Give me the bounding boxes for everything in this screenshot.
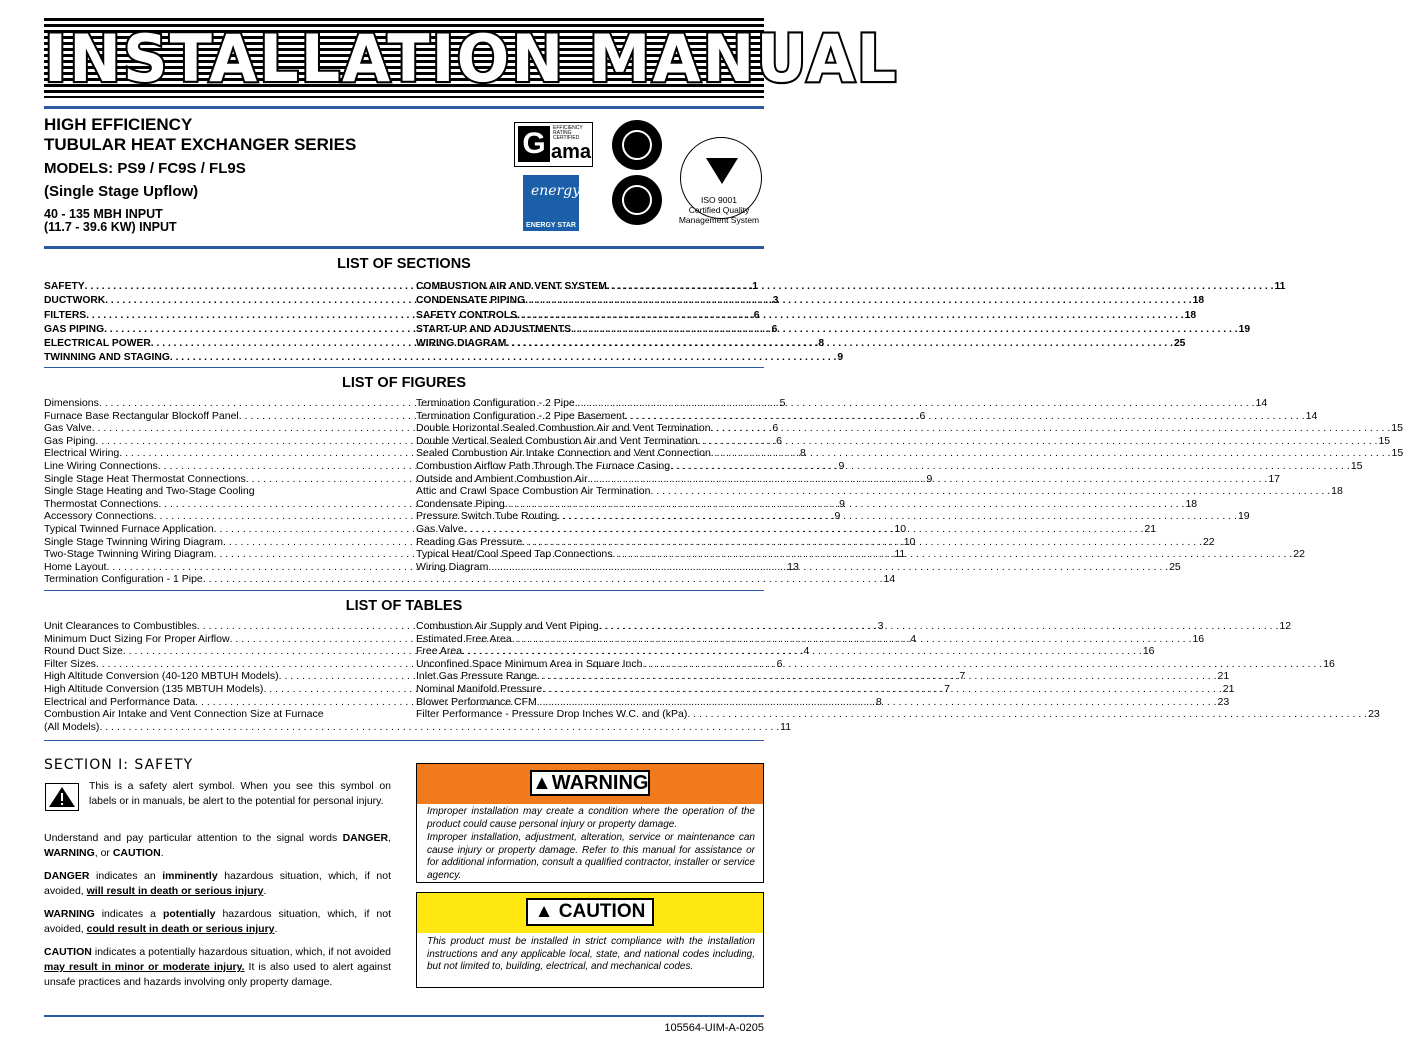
toc-entry-label: Gas Valve: [416, 522, 464, 535]
toc-entry: [416, 447, 1403, 460]
toc-entry-page: 10: [903, 535, 916, 548]
toc-entry-page: 9: [926, 472, 933, 485]
toc-entry-label: Wiring Diagram: [416, 560, 489, 573]
toc-entry-page: 8: [875, 695, 882, 708]
caution-paragraph: CAUTION indicates a potentially hazardous situation, which, if not avoided may result in minor or moderate injury. It is also used to alert against unsafe practices and hazards involving only property damage.: [44, 946, 391, 988]
toc-entry-label: (All Models): [44, 720, 100, 733]
toc-entry-page: 15: [1378, 434, 1391, 447]
energy-star-label: ENERGY STAR: [526, 222, 576, 229]
toc-entry-leader: [711, 422, 1391, 435]
toc-entry-page: 18: [1331, 485, 1343, 498]
input-line-1: 40 - 135 MBH INPUT: [44, 207, 163, 221]
warning-text-2: Improper installation, adjustment, alteration, service or maintenance can cause injury or property damage. Refer to this manual for assistance or for additional information, consult a qualified contractor, installer or service agency.: [427, 832, 755, 881]
toc-entry-page: 4: [910, 632, 917, 645]
toc-entry: [416, 632, 1205, 646]
toc-entry-label: High Altitude Conversion (135 MBTUH Models): [44, 682, 264, 695]
toc-entry-page: 9: [838, 459, 845, 472]
toc-entry-label: Electrical Wiring: [44, 447, 120, 460]
toc-entry-label: Estimated Free Area: [416, 632, 512, 645]
toc-entry: [416, 670, 1230, 683]
toc-entry: [44, 708, 391, 721]
toc-entry: [416, 337, 1186, 351]
toc-entry-label: CONDENSATE PIPING: [416, 295, 526, 307]
toc-entry: [416, 309, 1197, 323]
toc-entry-leader: [517, 309, 1184, 323]
toc-entry-leader: [488, 561, 1168, 574]
toc-entry-label: Filter Sizes: [44, 657, 96, 670]
toc-entry: [416, 397, 1268, 410]
toc-entry: [416, 422, 1403, 435]
gama-g: G: [518, 126, 550, 162]
toc-entry: [416, 657, 1335, 671]
toc-entry: [44, 485, 391, 498]
toc-entry: [416, 323, 1251, 337]
toc-entry-leader: [522, 536, 1202, 549]
toc-entry-page: 5: [779, 397, 786, 409]
toc-entry-label: WIRING DIAGRAM: [416, 338, 507, 350]
config-line: (Single Stage Upflow): [44, 183, 199, 200]
toc-entry-label: Accessory Connections: [44, 510, 154, 523]
toc-entry-label: Filter Performance - Pressure Drop Inches W.C. and (kPa): [416, 708, 688, 721]
toc-entry: [416, 708, 1380, 721]
toc-entry: [416, 682, 1235, 696]
toc-entry-page: 4: [803, 645, 810, 658]
toc-entry-page: 12: [1279, 620, 1292, 632]
toc-entry-label: Home Layout: [44, 560, 107, 573]
toc-entry-leader: [613, 548, 1293, 561]
figures-rule: [44, 367, 764, 368]
toc-entry-leader: [607, 280, 1274, 294]
gama-logo: [514, 122, 593, 167]
toc-entry-page: 17: [1268, 472, 1281, 485]
toc-entry-page: 15: [1391, 422, 1403, 435]
toc-entry-page: 9: [837, 352, 844, 364]
toc-entry-page: 7: [959, 670, 966, 683]
iso-line-1: ISO 9001: [701, 195, 737, 205]
toc-entry-label: ELECTRICAL POWER: [44, 338, 151, 350]
sections-rule: [44, 246, 764, 249]
toc-entry-label: Typical Twinned Furnace Application: [44, 522, 214, 535]
toc-entry-leader: [525, 294, 1192, 308]
toc-entry-page: 6: [919, 409, 926, 422]
toc-entry-page: 10: [894, 522, 907, 535]
toc-entry-label: Sealed Combustion Air Intake Connection and Vent Connection: [416, 447, 711, 460]
energy-star-logo: [523, 175, 579, 231]
toc-entry-label: Single Stage Twinning Wiring Diagram: [44, 535, 223, 548]
toc-entry-leader: [670, 460, 1350, 473]
gama-ama: ama: [551, 141, 592, 163]
toc-entry-label: GAS PIPING: [44, 323, 105, 335]
toc-entry-label: Blower Performance CFM: [416, 695, 537, 708]
toc-entry-leader: [506, 337, 1173, 351]
toc-entry-label: Termination Configuration - 2 Pipe: [416, 397, 575, 409]
warning-triangle-icon: ▲: [532, 772, 552, 794]
toc-entry-page: 18: [1184, 309, 1197, 321]
toc-entry-page: 25: [1169, 560, 1181, 573]
toc-entry-page: 14: [1305, 409, 1318, 422]
banner-title: INSTALLATION MANUAL: [44, 20, 899, 97]
gama-small-text: EFFICIENCY RATING CERTIFIED: [553, 125, 583, 141]
toc-entry-label: Condensate Piping: [416, 497, 505, 510]
toc-entry-leader: [625, 410, 1305, 423]
toc-entry-label: Double Vertical Sealed Combustion Air and Vent Termination: [416, 434, 698, 447]
toc-entry-label: Outside and Ambient Combustion Air: [416, 472, 588, 485]
toc-entry-label: SAFETY CONTROLS: [416, 309, 518, 321]
input-line-2: (11.7 - 39.6 KW) INPUT: [44, 220, 177, 234]
toc-entry-leader: [537, 696, 1217, 709]
toc-entry-leader: [505, 498, 1185, 511]
toc-entry-page: 16: [1192, 632, 1205, 645]
certification-seal-icon: [612, 175, 662, 225]
toc-entry-label: Typical Heat/Cool Speed Tap Connections: [416, 548, 613, 561]
toc-entry-page: 16: [1323, 657, 1335, 670]
safety-rule: [44, 740, 764, 741]
toc-entry-leader: [575, 397, 1255, 410]
toc-entry: [44, 720, 792, 734]
toc-entry-label: START-UP AND ADJUSTMENTS: [416, 323, 572, 335]
toc-entry-label: FILTERS: [44, 309, 87, 321]
toc-entry-label: Attic and Crawl Space Combustion Air Termination: [416, 485, 651, 498]
toc-entry-label: Reading Gas Pressure: [416, 535, 523, 548]
figures-title: LIST OF FIGURES: [341, 375, 467, 391]
warning-label: ▲WARNING: [532, 772, 649, 794]
safety-alert-icon: [45, 783, 79, 811]
toc-entry-page: 23: [1368, 708, 1380, 721]
toc-entry-label: Pressure Switch Tube Routing: [416, 510, 558, 523]
toc-entry-page: 13: [787, 560, 799, 573]
document-number: 105564-UIM-A-0205: [664, 1022, 764, 1034]
toc-entry-page: 18: [1192, 295, 1205, 307]
toc-entry: [416, 409, 1318, 423]
toc-entry-page: 6: [753, 309, 760, 321]
toc-entry-label: Unit Clearances to Combustibles: [44, 620, 197, 632]
toc-entry: [416, 620, 1292, 633]
safety-heading: SECTION I: SAFETY: [44, 757, 194, 773]
toc-entry-page: 23: [1217, 695, 1230, 708]
toc-entry-label: Minimum Duct Sizing For Proper Airflow: [44, 632, 230, 645]
toc-entry-page: 11: [780, 720, 792, 733]
toc-entry: [416, 472, 1281, 486]
toc-entry-page: 8: [818, 338, 825, 350]
toc-entry-label: Two-Stage Twinning Wiring Diagram: [44, 548, 214, 561]
caution-label: ▲ CAUTION: [526, 898, 654, 926]
toc-entry: [416, 645, 1155, 658]
toc-entry-page: 15: [1391, 447, 1403, 460]
toc-entry-label: Unconfined Space Minimum Area in Square Inch: [416, 657, 643, 670]
toc-entry-label: Line Wiring Connections: [44, 459, 158, 472]
title-banner: [44, 18, 899, 98]
toc-entry-label: Inlet Gas Pressure Range: [416, 670, 537, 683]
toc-entry-leader: [698, 435, 1378, 448]
toc-entry-page: 11: [1274, 281, 1286, 292]
toc-entry-page: 22: [1202, 535, 1215, 548]
toc-entry-page: 14: [883, 573, 896, 586]
toc-entry-label: Termination Configuration - 2 Pipe Basement: [416, 409, 625, 422]
toc-entry: [416, 459, 1363, 473]
signal-words-paragraph: Understand and pay particular attention to the signal words DANGER, WARNING, or CAUTION.: [44, 832, 391, 859]
toc-entry-page: 16: [1142, 645, 1155, 658]
toc-entry: [416, 497, 1198, 511]
toc-entry: [416, 485, 1343, 498]
toc-entry-leader: [687, 708, 1367, 721]
toc-entry-leader: [557, 510, 1237, 523]
toc-entry-label: Round Duct Size: [44, 645, 123, 658]
title-line-2: TUBULAR HEAT EXCHANGER SERIES: [44, 135, 357, 154]
iso-line-2: Certified Quality: [688, 205, 750, 215]
toc-entry-page: 9: [834, 510, 841, 523]
sections-title: LIST OF SECTIONS: [337, 256, 471, 272]
toc-entry-page: 25: [1173, 338, 1186, 350]
toc-entry-page: 19: [1237, 510, 1250, 523]
toc-entry-label: Single Stage Heat Thermostat Connections: [44, 472, 246, 485]
warning-header: [417, 764, 763, 804]
toc-entry-page: 3: [877, 620, 884, 632]
toc-entry-leader: [203, 573, 883, 586]
sections-right-list: [416, 280, 1286, 351]
toc-entry-page: 9: [839, 497, 845, 510]
toc-entry-page: 3: [772, 295, 779, 307]
toc-entry-page: 6: [776, 657, 783, 670]
warning-paragraph: WARNING indicates a potentially hazardous situation, which, if not avoided, could result in death or serious injury.: [44, 908, 391, 935]
toc-entry-leader: [599, 620, 1279, 633]
toc-entry-page: 6: [772, 422, 779, 435]
toc-entry-label: DUCTWORK: [44, 295, 106, 307]
toc-entry-page: 1: [752, 281, 758, 292]
toc-entry-page: 6: [771, 323, 778, 335]
caution-header: [417, 893, 763, 933]
design-certified-seal-icon: [612, 120, 662, 170]
toc-entry-label: Combustion Airflow Path Through The Furnace Casing: [416, 459, 671, 472]
toc-entry: [416, 695, 1230, 709]
toc-entry: [44, 573, 896, 586]
toc-entry: [416, 434, 1391, 448]
toc-entry: [416, 510, 1250, 523]
toc-entry-leader: [650, 485, 1330, 498]
header-rule: [44, 106, 764, 109]
toc-entry-leader: [99, 721, 779, 734]
toc-entry-label: Free Area: [416, 645, 463, 658]
toc-entry-label: Thermostat Connections: [44, 497, 159, 510]
title-line-1: HIGH EFFICIENCY: [44, 115, 193, 134]
iso-line-3: Management System: [678, 215, 760, 225]
toc-entry: [416, 280, 1286, 294]
toc-entry-leader: [537, 670, 1217, 683]
toc-entry: [416, 294, 1205, 308]
toc-entry-label: SAFETY: [44, 281, 85, 292]
toc-entry-label: Combustion Air Supply and Vent Piping: [416, 620, 599, 632]
toc-entry-label: Furnace Base Rectangular Blockoff Panel: [44, 409, 239, 422]
toc-entry-label: Termination Configuration - 1 Pipe: [44, 573, 203, 586]
toc-entry-page: 22: [1293, 548, 1305, 561]
models-line: MODELS: PS9 / FC9S / FL9S: [44, 160, 246, 177]
toc-entry-page: 7: [944, 682, 950, 695]
toc-entry-page: 6: [776, 434, 782, 447]
toc-entry-page: 15: [1350, 459, 1363, 472]
toc-entry-label: TWINNING AND STAGING: [44, 352, 170, 364]
toc-entry: [44, 351, 844, 365]
toc-entry-label: COMBUSTION AIR AND VENT SYSTEM: [416, 281, 607, 292]
toc-entry-label: Gas Valve: [44, 422, 92, 435]
warning-text-1: Improper installation may create a condition where the operation of the product could cause personal injury or property damage.: [427, 806, 755, 830]
toc-entry-leader: [542, 683, 1222, 696]
warning-box: [416, 763, 764, 883]
toc-entry-page: 14: [1255, 397, 1268, 409]
energy-star-script: energy: [531, 183, 581, 199]
toc-entry-label: Single Stage Heating and Two-Stage Cooling: [44, 485, 255, 498]
toc-entry-leader: [711, 447, 1391, 460]
iso-caption: [674, 195, 764, 225]
footer-rule: [44, 1015, 764, 1017]
caution-text: This product must be installed in strict compliance with the installation instructions and any applicable local, state, and national codes including, but not limited to, building, electrical, and mechanical codes.: [427, 936, 755, 972]
toc-entry-label: High Altitude Conversion (40-120 MBTUH Models): [44, 670, 279, 683]
toc-entry-label: Double Horizontal Sealed Combustion Air and Vent Termination: [416, 422, 711, 435]
toc-entry-leader: [170, 351, 837, 365]
caution-box: [416, 892, 764, 988]
tables-title: LIST OF TABLES: [345, 598, 463, 614]
tables-rule: [44, 590, 764, 591]
toc-entry-label: Nominal Manifold Pressure: [416, 682, 543, 695]
safety-intro: This is a safety alert symbol. When you see this symbol on labels or in manuals, be alert to the potential for personal injury.: [89, 780, 391, 807]
tables-right-list: [416, 620, 1380, 721]
toc-entry-page: 21: [1222, 682, 1235, 695]
toc-entry-page: 8: [799, 447, 806, 460]
toc-entry-page: 21: [1144, 522, 1157, 535]
toc-entry-leader: [464, 523, 1144, 536]
toc-entry-leader: [588, 473, 1268, 486]
toc-entry-page: 18: [1185, 497, 1198, 510]
toc-entry-page: 11: [894, 548, 906, 561]
toc-entry-leader: [512, 633, 1192, 646]
danger-paragraph: DANGER indicates an imminently hazardous situation, which, if not avoided, will result in death or serious injury.: [44, 870, 391, 897]
toc-entry-label: Dimensions: [44, 397, 99, 409]
toc-entry-leader: [642, 658, 1322, 671]
toc-entry-page: 21: [1217, 670, 1230, 683]
toc-entry-label: Gas Piping: [44, 434, 96, 447]
toc-entry-label: Combustion Air Intake and Vent Connection Size at Furnace: [44, 708, 324, 721]
caution-triangle-icon: ▲: [534, 901, 559, 922]
toc-entry-label: Electrical and Performance Data: [44, 695, 196, 708]
toc-entry-leader: [571, 323, 1238, 337]
toc-entry-page: 19: [1238, 323, 1251, 335]
toc-entry-leader: [462, 645, 1142, 658]
